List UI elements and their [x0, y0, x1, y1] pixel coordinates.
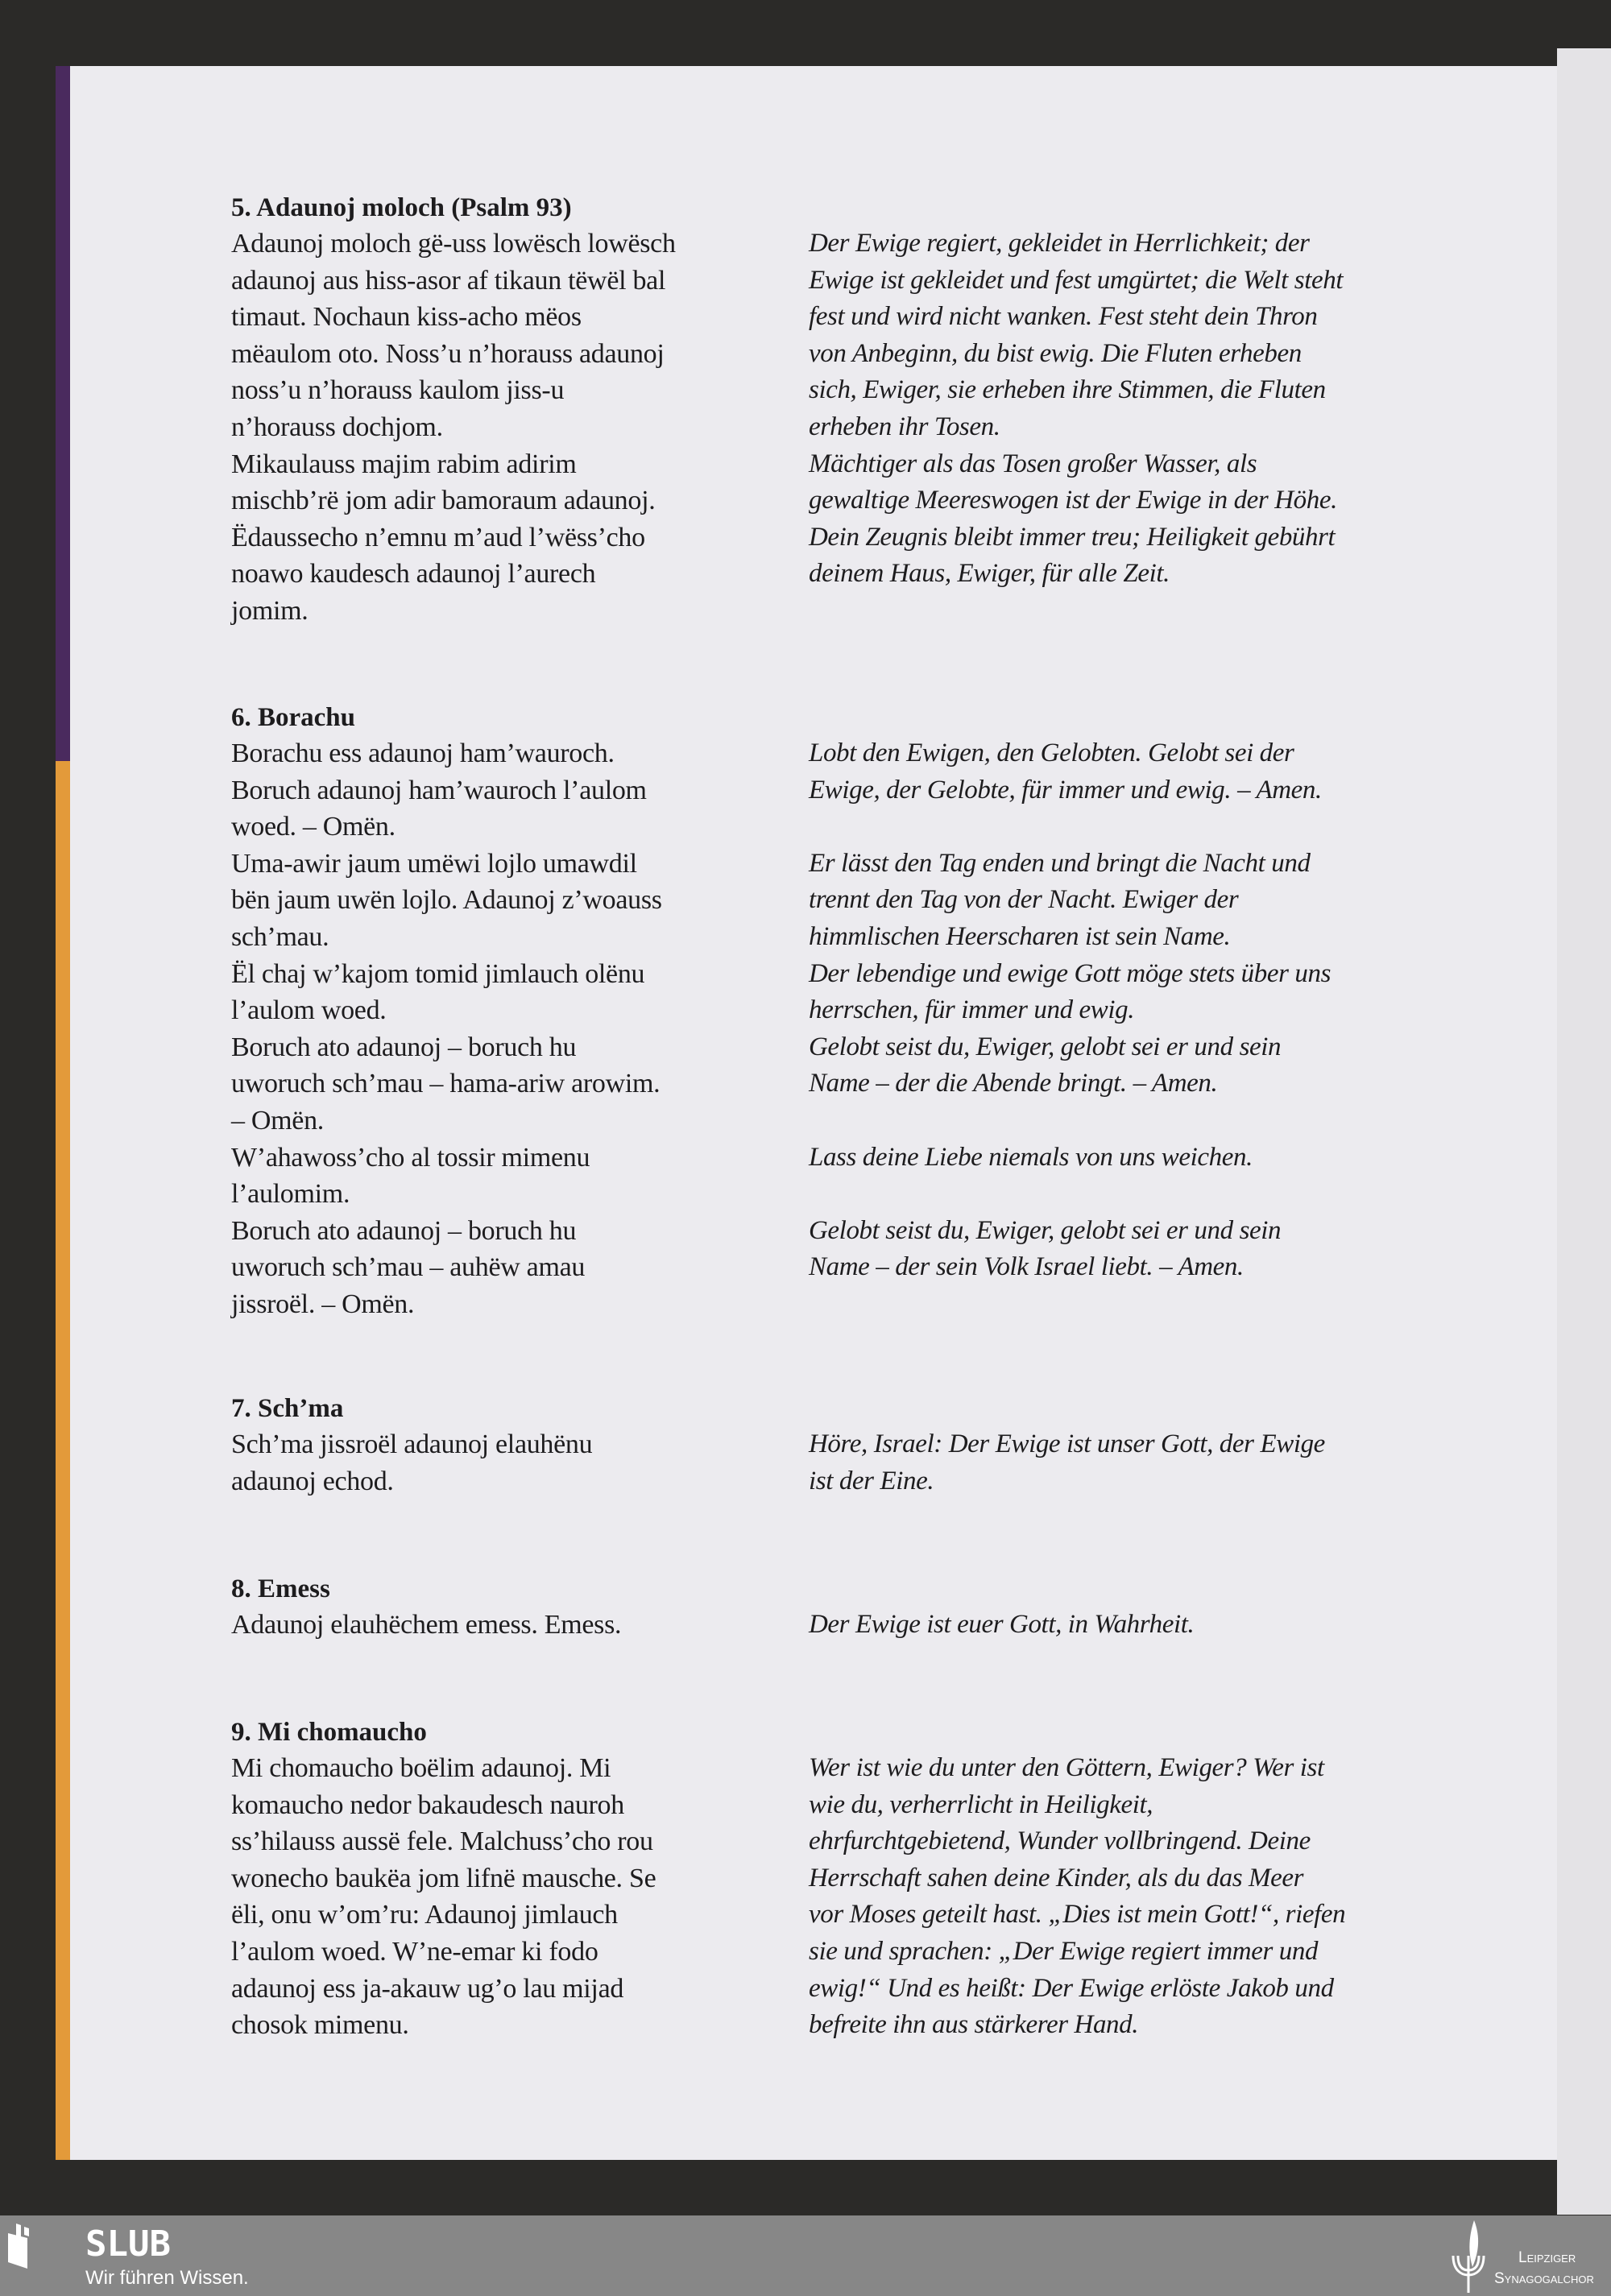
text-row: [231, 299, 1456, 336]
translation-line: Ewige ist gekleidet und fest umgürtet; die Welt steht: [809, 265, 1344, 295]
text-row: [231, 1249, 1456, 1286]
section-heading: 6. Borachu: [231, 703, 356, 732]
translation-line: Gelobt seist du, Ewiger, gelobt sei er und sein: [809, 1032, 1282, 1061]
choir-name-line1: Leipziger: [1518, 2249, 1576, 2266]
transliteration-line: jomim.: [231, 595, 309, 626]
prayer-section: [231, 1715, 1456, 2044]
text-row: [231, 1971, 1456, 2008]
translation-line: herrschen, für immer und ewig.: [809, 995, 1135, 1025]
translation-line: vor Moses geteilt hast. „Dies ist mein Gott!“, riefen: [809, 1900, 1346, 1930]
text-row: [231, 772, 1456, 809]
transliteration-line: Ëdaussecho n’emnu m’aud l’wëss’cho: [231, 522, 645, 552]
transliteration-line: Boruch ato adaunoj – boruch hu: [231, 1215, 577, 1246]
text-row: [231, 1787, 1456, 1824]
adjacent-page-edge: [1557, 48, 1611, 2215]
transliteration-line: l’aulom woed. W’ne-emar ki fodo: [231, 1936, 598, 1967]
transliteration-line: adaunoj aus hiss-asor af tikaun tëwël bal: [231, 265, 666, 296]
transliteration-line: uworuch sch’mau – hama-ariw arowim.: [231, 1069, 661, 1099]
translation-line: wie du, verherrlicht in Heiligkeit,: [809, 1789, 1153, 1819]
text-row: [231, 2007, 1456, 2044]
text-row: [231, 1140, 1456, 1177]
translation-line: Der Ewige ist euer Gott, in Wahrheit.: [809, 1610, 1195, 1639]
translation-line: ewig!“ Und es heißt: Der Ewige erlöste Jakob und: [809, 1973, 1334, 2003]
text-row: [231, 956, 1456, 993]
text-row: [231, 1860, 1456, 1897]
transliteration-line: Adaunoj elauhëchem emess. Emess.: [231, 1610, 622, 1640]
transliteration-line: Sch’ma jissroël adaunoj elauhënu: [231, 1429, 593, 1459]
text-row: [231, 1065, 1456, 1102]
transliteration-line: timaut. Nochaun kiss-acho mëos: [231, 302, 582, 333]
translation-line: Mächtiger als das Tosen großer Wasser, als: [809, 449, 1257, 478]
text-row: [231, 809, 1456, 846]
text-row: [231, 409, 1456, 446]
transliteration-line: ëli, onu w’om’ru: Adaunoj jimlauch: [231, 1900, 618, 1930]
text-row: [231, 919, 1456, 956]
transliteration-line: Mi chomaucho boëlim adaunoj. Mi: [231, 1753, 611, 1783]
text-row: [231, 1029, 1456, 1066]
translation-line: Wer ist wie du unter den Göttern, Ewiger? Wer ist: [809, 1753, 1324, 1782]
text-row: [231, 1426, 1456, 1463]
text-row: [231, 1463, 1456, 1500]
text-row: [231, 482, 1456, 519]
text-row: [231, 1934, 1456, 1971]
transliteration-line: n’horauss dochjom.: [231, 412, 443, 442]
transliteration-line: – Omën.: [231, 1105, 324, 1136]
transliteration-line: jissroël. – Omën.: [231, 1289, 415, 1319]
transliteration-line: Boruch ato adaunoj – boruch hu: [231, 1032, 577, 1062]
translation-line: trennt den Tag von der Nacht. Ewiger der: [809, 885, 1239, 915]
translation-line: erheben ihr Tosen.: [809, 412, 1000, 441]
text-row: [231, 1102, 1456, 1140]
text-row: [231, 882, 1456, 919]
transliteration-line: Mikaulauss majim rabim adirim: [231, 449, 577, 479]
transliteration-line: noss’u n’horauss kaulom jiss-u: [231, 375, 565, 406]
translation-line: Er lässt den Tag enden und bringt die Nacht und: [809, 848, 1311, 878]
translation-line: sich, Ewiger, sie erheben ihre Stimmen, die Fluten: [809, 375, 1326, 405]
text-row: [231, 446, 1456, 483]
slub-tagline: Wir führen Wissen.: [85, 2267, 249, 2289]
transliteration-line: mischb’rë jom adir bamoraum adaunoj.: [231, 486, 656, 516]
section-heading: 8. Emess: [231, 1574, 330, 1603]
prayer-section: [231, 1391, 1456, 1500]
transliteration-line: wonecho baukëa jom lifnë mausche. Se: [231, 1863, 656, 1893]
text-row: [231, 519, 1456, 556]
text-row: [231, 1750, 1456, 1787]
slub-logo-text: SLUB: [85, 2224, 171, 2265]
choir-logo-text: [1494, 2248, 1594, 2290]
translation-line: Name – der sein Volk Israel liebt. – Amen.: [809, 1252, 1244, 1282]
transliteration-line: W’ahawoss’cho al tossir mimenu: [231, 1142, 590, 1173]
transliteration-line: adaunoj ess ja-akauw ug’o lau mijad: [231, 1973, 624, 2004]
translation-line: sie und sprachen: „Der Ewige regiert immer und: [809, 1936, 1319, 1966]
transliteration-line: woed. – Omën.: [231, 812, 396, 842]
transliteration-line: noawo kaudesch adaunoj l’aurech: [231, 559, 596, 590]
translation-line: Der Ewige regiert, gekleidet in Herrlichkeit; der: [809, 229, 1310, 258]
prayer-section: [231, 700, 1456, 1323]
translation-line: fest und wird nicht wanken. Fest steht dein Thron: [809, 302, 1318, 332]
translation-line: Lass deine Liebe niemals von uns weichen.: [809, 1142, 1253, 1172]
translation-line: gewaltige Meereswogen ist der Ewige in der Höhe.: [809, 486, 1337, 515]
translation-line: Dein Zeugnis bleibt immer treu; Heiligkeit gebührt: [809, 522, 1336, 552]
text-row: [231, 225, 1456, 263]
text-row: [231, 336, 1456, 373]
translation-line: ehrfurchtgebietend, Wunder vollbringend. Deine: [809, 1826, 1311, 1856]
transliteration-line: komaucho nedor bakaudesch nauroh: [231, 1789, 624, 1820]
orange-margin-strip: [56, 761, 70, 2160]
text-row: [231, 1213, 1456, 1250]
prayer-section: [231, 1571, 1456, 1644]
purple-margin-strip: [56, 66, 70, 761]
transliteration-line: Ël chaj w’kajom tomid jimlauch olënu: [231, 958, 645, 989]
text-row: [231, 1897, 1456, 1934]
translation-line: Ewige, der Gelobte, für immer und ewig. – Amen.: [809, 775, 1322, 805]
text-row: [231, 556, 1456, 593]
translation-line: Name – der die Abende bringt. – Amen.: [809, 1069, 1218, 1098]
slub-logo-icon: [6, 2222, 45, 2270]
choir-name-line2: Synagogalchor: [1494, 2270, 1594, 2287]
transliteration-line: l’aulomim.: [231, 1179, 350, 1210]
transliteration-line: adaunoj echod.: [231, 1466, 394, 1496]
translation-line: deinem Haus, Ewiger, für alle Zeit.: [809, 559, 1170, 589]
section-heading: 7. Sch’ma: [231, 1394, 344, 1423]
text-row: [231, 372, 1456, 409]
menorah-flame-icon: [1450, 2219, 1487, 2293]
translation-line: Gelobt seist du, Ewiger, gelobt sei er und sein: [809, 1215, 1282, 1245]
prayer-section: [231, 190, 1456, 630]
translation-line: Der lebendige und ewige Gott möge stets über uns: [809, 958, 1331, 988]
text-row: [231, 846, 1456, 883]
text-row: [231, 593, 1456, 630]
translation-line: von Anbeginn, du bist ewig. Die Fluten erheben: [809, 338, 1302, 368]
text-row: [231, 1286, 1456, 1323]
text-row: [231, 735, 1456, 772]
transliteration-line: Borachu ess adaunoj ham’wauroch.: [231, 738, 615, 768]
translation-line: befreite ihn aus stärkerer Hand.: [809, 2010, 1139, 2040]
section-heading: 5. Adaunoj moloch (Psalm 93): [231, 193, 572, 222]
text-row: [231, 1607, 1456, 1644]
transliteration-line: mëaulom oto. Noss’u n’horauss adaunoj: [231, 338, 665, 369]
text-row: [231, 1823, 1456, 1860]
transliteration-line: sch’mau.: [231, 921, 329, 952]
transliteration-line: uworuch sch’mau – auhëw amau: [231, 1252, 586, 1283]
transliteration-line: bën jaum uwën lojlo. Adaunoj z’woauss: [231, 885, 662, 916]
transliteration-line: chosok mimenu.: [231, 2010, 409, 2041]
section-heading: 9. Mi chomaucho: [231, 1718, 427, 1747]
translation-line: Lobt den Ewigen, den Gelobten. Gelobt sei der: [809, 738, 1294, 767]
transliteration-line: Uma-awir jaum umëwi lojlo umawdil: [231, 848, 637, 879]
transliteration-line: l’aulom woed.: [231, 995, 387, 1026]
text-row: [231, 263, 1456, 300]
translation-line: himmlischen Heerscharen ist sein Name.: [809, 921, 1231, 951]
translation-line: Höre, Israel: Der Ewige ist unser Gott, der Ewige: [809, 1429, 1325, 1458]
transliteration-line: ss’hilauss aussë fele. Malchuss’cho rou: [231, 1826, 653, 1857]
transliteration-line: Boruch adaunoj ham’wauroch l’aulom: [231, 775, 647, 805]
text-row: [231, 1176, 1456, 1213]
text-row: [231, 992, 1456, 1029]
translation-line: ist der Eine.: [809, 1466, 934, 1496]
transliteration-line: Adaunoj moloch gë-uss lowësch lowësch: [231, 229, 676, 259]
footer-bar: [0, 2215, 1611, 2296]
translation-line: Herrschaft sahen deine Kinder, als du das Meer: [809, 1863, 1304, 1893]
